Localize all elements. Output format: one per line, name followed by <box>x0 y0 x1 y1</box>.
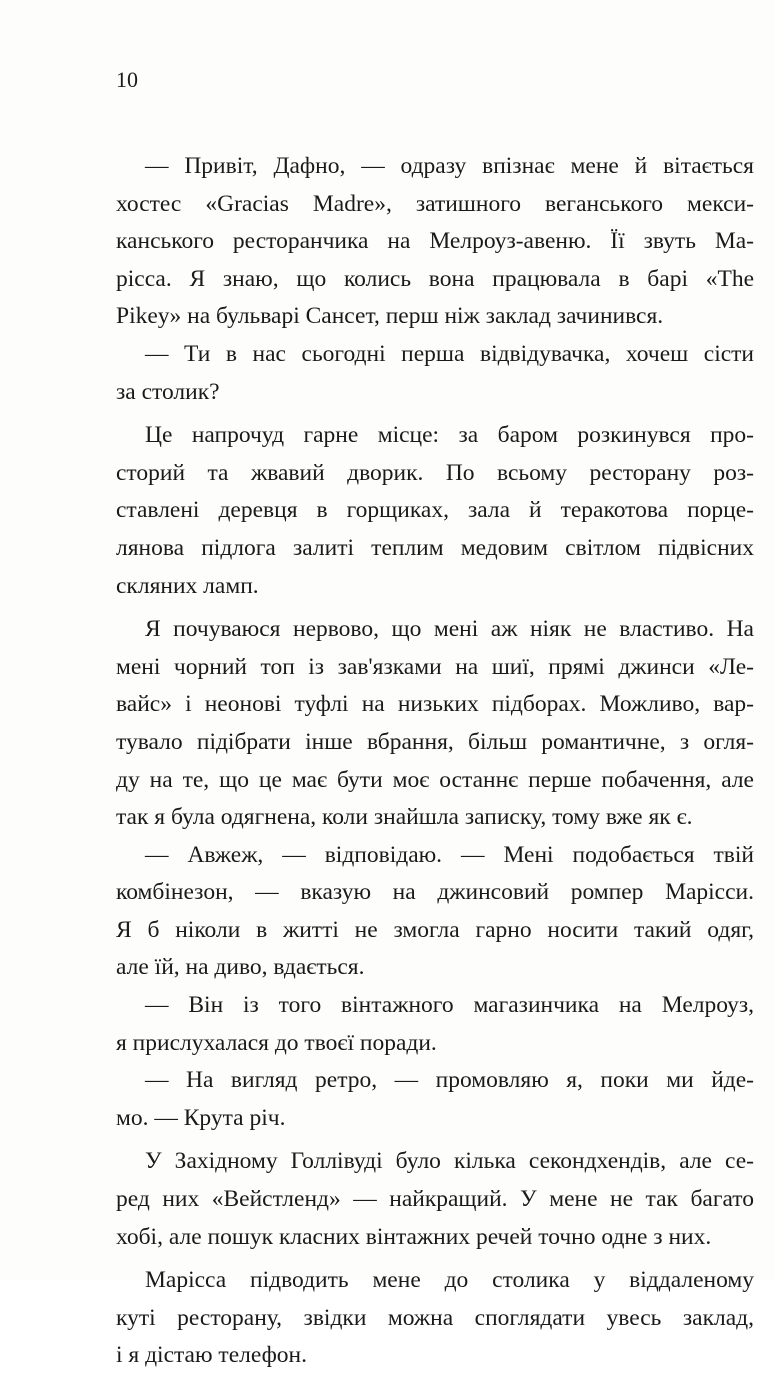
text-line: ду на те, що це має бути моє останнє перше побачення, але <box>116 766 754 793</box>
text-line: мені чорний топ із зав'язками на шиї, прямі джинси «Ле- <box>116 653 754 680</box>
page-number: 10 <box>116 67 138 92</box>
text-line: за столик? <box>116 378 220 405</box>
text-line: але їй, на диво, вдається. <box>116 954 365 981</box>
text-line: — На вигляд ретро, — промовляю я, поки ми йде- <box>145 1067 754 1094</box>
text-line: ставлені деревця в горщиках, зала й теракотова порце- <box>116 497 754 524</box>
text-line: так я була одягнена, коли знайшла записку, тому вже як є. <box>116 804 693 831</box>
text-line: Марісса підводить мене до столика у віддаленому <box>145 1267 754 1294</box>
text-line: вайс» і неонові туфлі на низьких підборах. Можливо, вар- <box>116 691 754 718</box>
paragraph <box>116 1143 754 1256</box>
text-line: У Західному Голлівуді було кілька секондхендів, але се- <box>145 1148 754 1175</box>
text-line: рісса. Я знаю, що колись вона працювала в барі «The <box>116 265 754 292</box>
text-line: лянова підлога залиті теплим медовим світлом підвісних <box>116 534 754 561</box>
text-line: куті ресторану, звідки можна споглядати увесь заклад, <box>116 1304 754 1331</box>
paragraph <box>116 837 754 987</box>
text-line: — Ти в нас сьогодні перша відвідувачка, хочеш сісти <box>145 340 754 367</box>
text-line: сторий та жвавий дворик. По всьому ресторану роз- <box>116 459 754 486</box>
paragraph <box>116 148 754 336</box>
text-line: Це напрочуд гарне місце: за баром розкинувся про- <box>145 422 754 449</box>
text-line: Pikey» на бульварі Сансет, перш ніж заклад зачинився. <box>116 303 664 330</box>
text-line: ред них «Вейстленд» — найкращий. У мене не так багато <box>116 1186 754 1213</box>
text-line: Я почуваюся нервово, що мені аж ніяк не властиво. На <box>145 616 754 643</box>
text-line: — Привіт, Дафно, — одразу впізнає мене й вітається <box>145 153 754 179</box>
text-line: я прислухалася до твоєї поради. <box>116 1029 437 1056</box>
paragraph <box>116 336 754 411</box>
text-line: хобі, але пошук класних вінтажних речей точно одне з них. <box>116 1223 712 1250</box>
text-line: мо. — Крута річ. <box>116 1104 286 1131</box>
text-line: хостес «Gracias Madre», затишного веганського мекси- <box>116 190 754 217</box>
text-line: — Він із того вінтажного магазинчика на Мелроуз, <box>145 992 754 1019</box>
text-line: канського ресторанчика на Мелроуз-авеню. Її звуть Ма- <box>116 228 754 255</box>
paragraph <box>116 1062 754 1137</box>
text-line: — Авжеж, — відповідаю. — Мені подобається твій <box>145 841 754 868</box>
text-line: комбінезон, — вказую на джинсовий ромпер Марісси. <box>116 879 754 906</box>
text-line: і я дістаю телефон. <box>116 1342 307 1369</box>
paragraph <box>116 987 754 1062</box>
paragraph <box>116 1262 754 1375</box>
paragraph <box>116 611 754 837</box>
text-line: скляних ламп. <box>116 572 259 599</box>
text-line: Я б ніколи в житті не змогла гарно носити такий одяг, <box>116 916 754 943</box>
paragraph <box>116 417 754 605</box>
body-text <box>116 148 754 1375</box>
text-line: тувало підібрати інше вбрання, більш романтичне, з огля- <box>116 728 754 755</box>
